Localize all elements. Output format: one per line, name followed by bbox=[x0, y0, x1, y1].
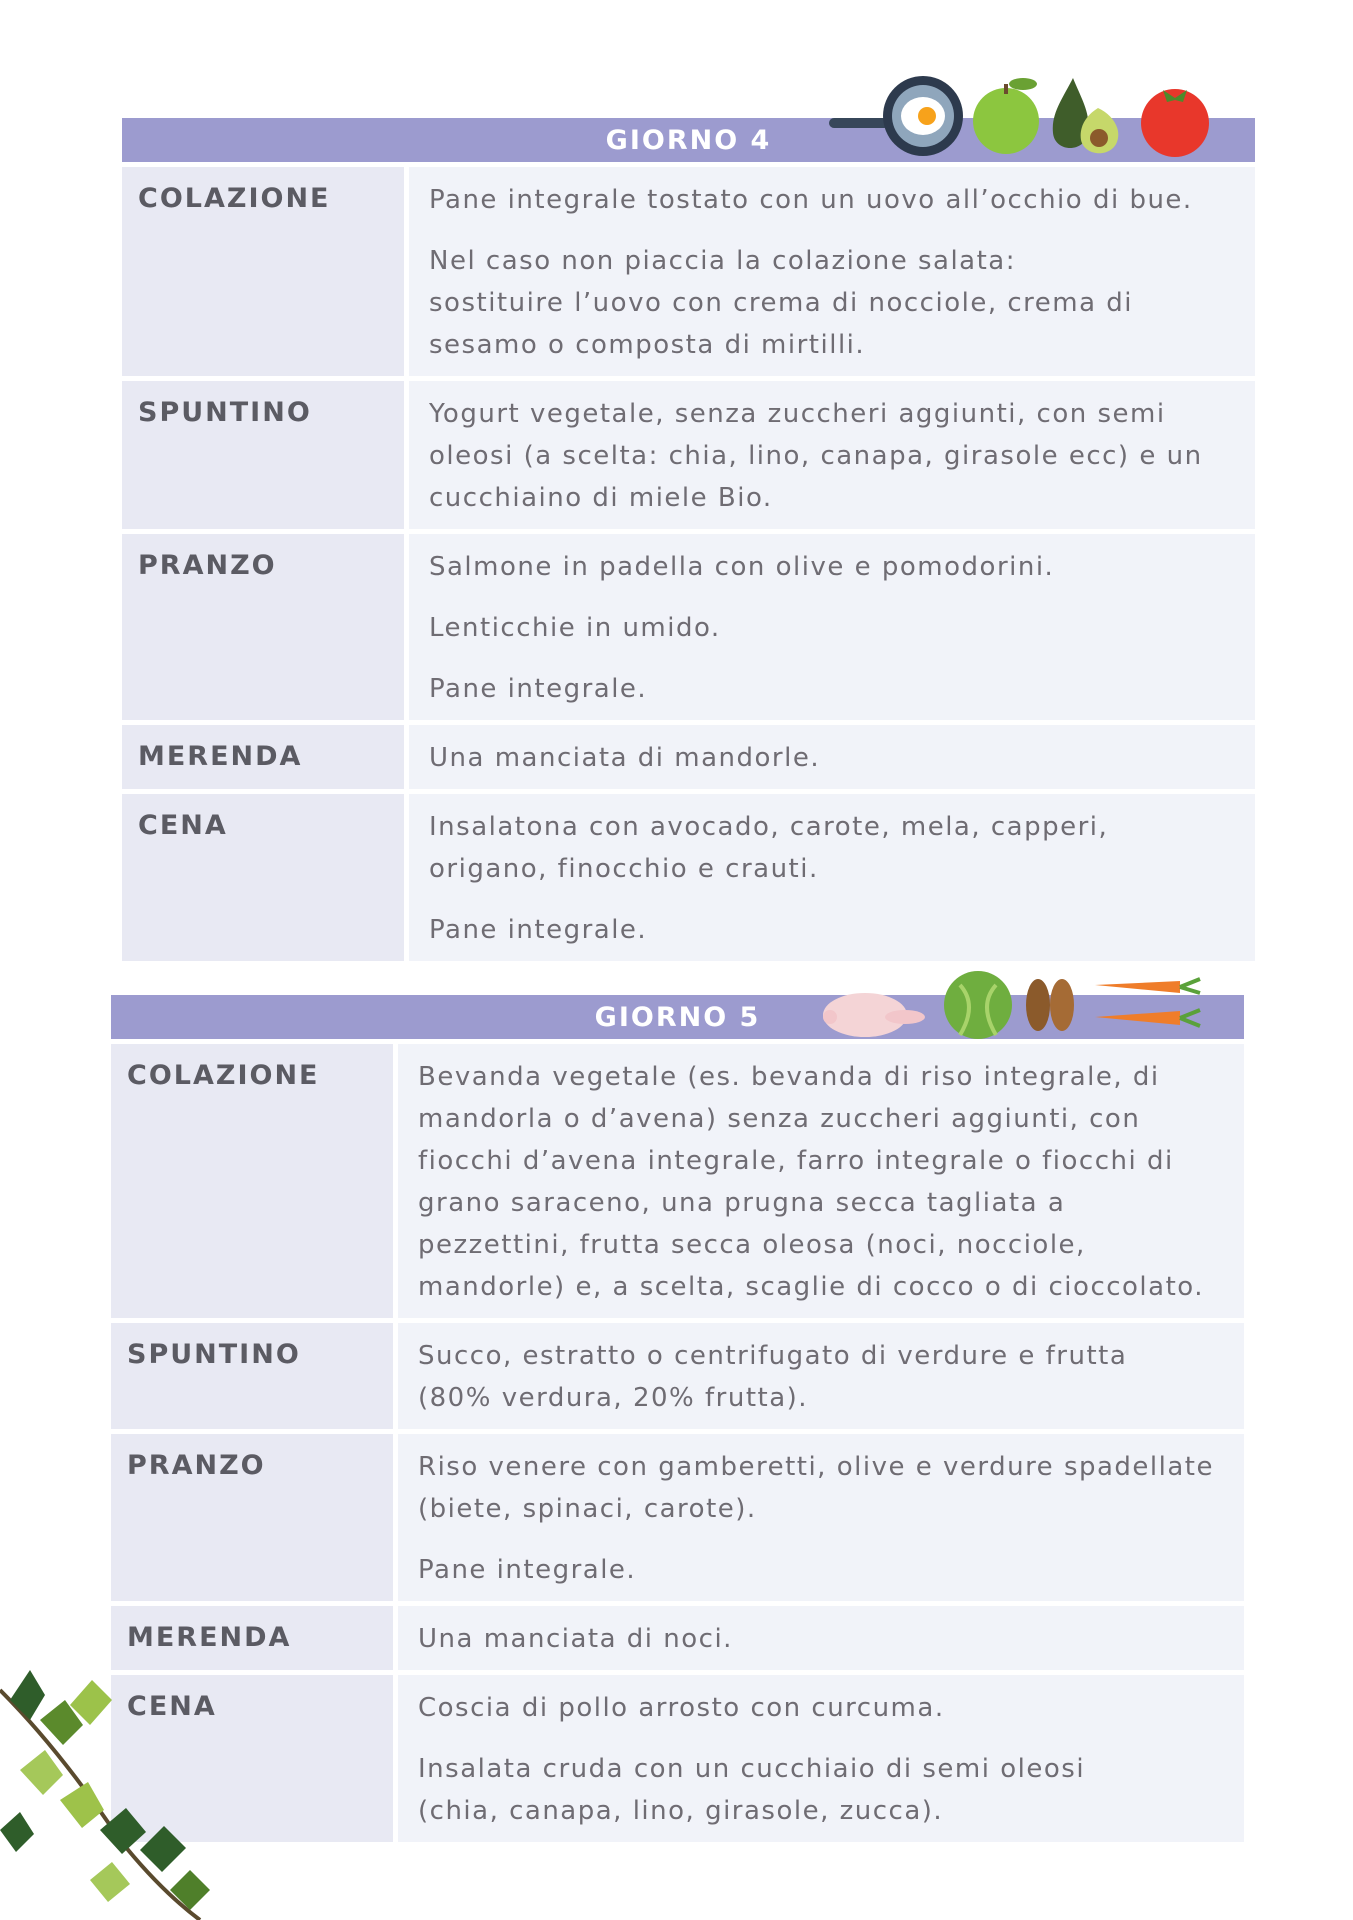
meal-paragraph: Insalata cruda con un cucchiaio di semi oleosi (chia, canapa, lino, girasole, zucca). bbox=[418, 1754, 1086, 1826]
meal-label: MERENDA bbox=[111, 1606, 393, 1670]
meal-paragraph: Coscia di pollo arrosto con curcuma. bbox=[418, 1693, 945, 1723]
meal-paragraph: Insalatona con avocado, carote, mela, capperi, origano, finocchio e crauti. bbox=[429, 812, 1109, 884]
meal-paragraph: Pane integrale. bbox=[429, 674, 648, 704]
meal-row-colazione bbox=[111, 1044, 1244, 1318]
meal-content bbox=[398, 1434, 1244, 1601]
meal-paragraph: Yogurt vegetale, senza zuccheri aggiunti, con semi oleosi (a scelta: chia, lino, canapa, girasole ecc) e un cucchiaino di miele Bio. bbox=[429, 399, 1203, 513]
day-4-food-icons bbox=[823, 58, 1223, 158]
carrots-icon bbox=[1095, 979, 1200, 1026]
meal-label: COLAZIONE bbox=[111, 1044, 393, 1318]
meal-label: SPUNTINO bbox=[122, 381, 404, 529]
meal-row-merenda bbox=[111, 1606, 1244, 1670]
avocado-icon bbox=[1053, 78, 1118, 153]
day-4-header bbox=[122, 118, 1255, 162]
day-4-title: GIORNO 4 bbox=[605, 125, 772, 156]
meal-paragraph: Una manciata di noci. bbox=[418, 1624, 733, 1654]
meal-row-cena bbox=[111, 1675, 1244, 1842]
cabbage-icon bbox=[944, 971, 1012, 1039]
meal-content bbox=[398, 1044, 1244, 1318]
meal-paragraph: Riso venere con gamberetti, olive e verdure spadellate (biete, spinaci, carote). bbox=[418, 1452, 1214, 1524]
meal-content bbox=[398, 1323, 1244, 1429]
tomato-icon bbox=[1141, 89, 1209, 157]
meal-paragraph: Pane integrale tostato con un uovo all’occhio di bue. bbox=[429, 185, 1193, 215]
meal-paragraph: Pane integrale. bbox=[429, 915, 648, 945]
meal-content bbox=[409, 534, 1255, 720]
day-4-table bbox=[122, 118, 1255, 961]
meal-label: CENA bbox=[122, 794, 404, 961]
day-5-table bbox=[111, 995, 1244, 1842]
meal-paragraph: Succo, estratto o centrifugato di verdure e frutta (80% verdura, 20% frutta). bbox=[418, 1341, 1128, 1413]
day-5-header bbox=[111, 995, 1244, 1039]
meal-row-spuntino bbox=[122, 381, 1255, 529]
meal-label: PRANZO bbox=[111, 1434, 393, 1601]
meal-row-colazione bbox=[122, 167, 1255, 376]
meal-content bbox=[398, 1675, 1244, 1842]
meal-row-spuntino bbox=[111, 1323, 1244, 1429]
meal-content bbox=[398, 1606, 1244, 1670]
meal-row-cena bbox=[122, 794, 1255, 961]
meal-label: MERENDA bbox=[122, 725, 404, 789]
green-apple-icon bbox=[973, 78, 1039, 154]
meal-label: SPUNTINO bbox=[111, 1323, 393, 1429]
raw-chicken-icon bbox=[823, 993, 925, 1037]
meal-paragraph: Lenticchie in umido. bbox=[429, 613, 721, 643]
meal-row-pranzo bbox=[122, 534, 1255, 720]
fried-egg-pan-icon bbox=[829, 76, 963, 156]
day-5-title: GIORNO 5 bbox=[594, 1002, 761, 1033]
meal-paragraph: Bevanda vegetale (es. bevanda di riso integrale, di mandorla o d’avena) senza zuccheri aggiunti, con fiocchi d’avena integrale, farro integrale o fiocchi di grano saraceno, una prugna secca tagliata a pezzettini, frutta secca oleosa (noci, nocciole, mandorle) e, a scelta, scaglie di cocco o di cioccolato. bbox=[418, 1062, 1204, 1302]
meal-paragraph: Salmone in padella con olive e pomodorini. bbox=[429, 552, 1055, 582]
meal-content bbox=[409, 794, 1255, 961]
meal-paragraph: Nel caso non piaccia la colazione salata: sostituire l’uovo con crema di nocciole, crema di sesamo o composta di mirtilli. bbox=[429, 246, 1134, 360]
meal-row-merenda bbox=[122, 725, 1255, 789]
ivy-leaves-icon bbox=[0, 1660, 260, 1920]
meal-label: COLAZIONE bbox=[122, 167, 404, 376]
meal-content bbox=[409, 167, 1255, 376]
meal-paragraph: Una manciata di mandorle. bbox=[429, 743, 821, 773]
meal-content bbox=[409, 381, 1255, 529]
meal-row-pranzo bbox=[111, 1434, 1244, 1601]
meal-label: PRANZO bbox=[122, 534, 404, 720]
meal-content bbox=[409, 725, 1255, 789]
meal-label: CENA bbox=[111, 1675, 393, 1842]
walnuts-icon bbox=[1026, 979, 1074, 1031]
day-5-food-icons bbox=[810, 955, 1210, 1055]
meal-paragraph: Pane integrale. bbox=[418, 1555, 637, 1585]
